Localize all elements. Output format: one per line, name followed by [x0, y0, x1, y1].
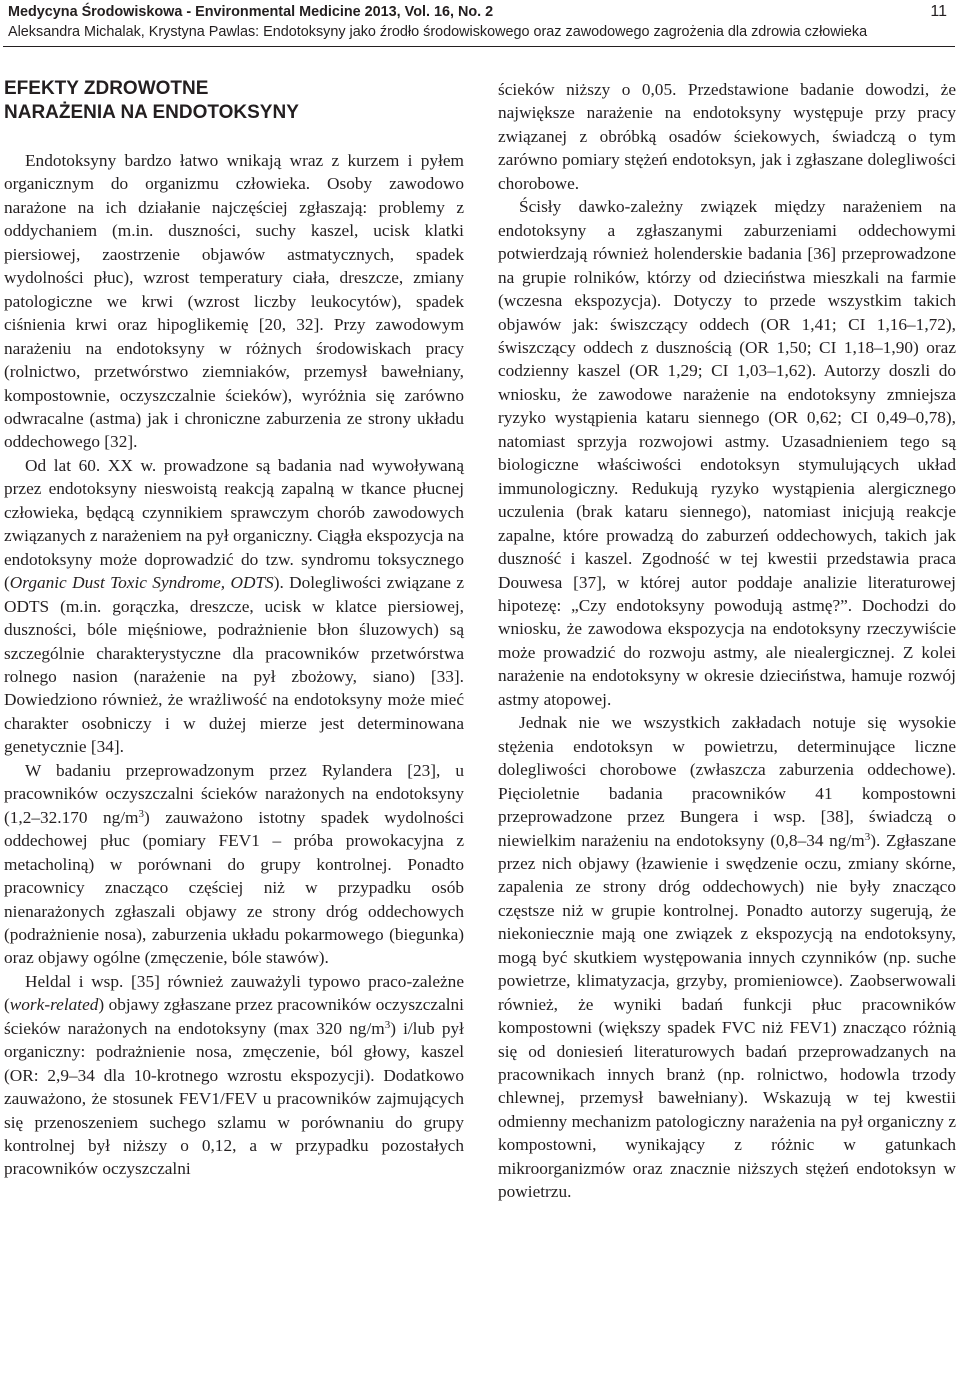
paragraph: ścieków niższy o 0,05. Przedstawione badanie dowodzi, że największe narażenie na endotoksyny występuje przy pracy związanej z obróbką osadów ściekowych, świadczą o tym zarówno pomiary stężeń endotoksyn, jak i zgłaszane dolegliwości chorobowe. — [498, 80, 956, 193]
running-header — [8, 2, 953, 42]
journal-title: Medycyna Środowiskowa - Environmental Medicine 2013, Vol. 16, No. 2 — [8, 4, 494, 20]
paragraph: Od lat 60. XX w. prowadzone są badania nad wywoływaną przez endotoksyny nieswoistą reakcją zapalną w tkance płucnej człowieka, będącą czynnikiem sprawczym chorób zawodowych związanych z narażeniem na pył organiczny. Ciągła ekspozycja na endotoksyny może doprowadzić do tzw. syndromu toksycznego (Organic Dust Toxic Syndrome, ODTS). Dolegliwości związane z ODTS (m.in. gorączka, dreszcze, ucisk w klatce piersiowej, duszności, bóle mięśniowe, podrażnienie błon śluzowych) są szczególnie charakterystyczne dla pracowników przetwórstwa rolnego nasion (narażenie na pył zbożowy, siano) [33]. Dowiedziono również, że wrażliwość na endotoksyny może mieć charakter osobniczy i w dużej mierze jest determinowana genetycznie [34]. — [4, 455, 464, 757]
page-number: 11 — [930, 3, 947, 20]
header-rule — [3, 46, 955, 47]
paragraph: W badaniu przeprowadzonym przez Rylandera [23], u pracowników oczyszczalni ścieków narażonych na endotoksyny (1,2–32.170 $ng/m^3$) zauważono istotny spadek wydolności oddechowej płuc (pomiary FEV1 – próba prowokacyjna z metacholiną) w porównani do grupy kontrolnej. Ponadto pracownicy znacząco częściej niż w przypadku osób nienarażonych zgłaszali objawy ze strony dróg oddechowych (podrażnienie nosa), zaburzenia układu pokarmowego (biegunka) oraz objawy ogólne (zmęczenie, bóle stawów). — [4, 760, 464, 968]
section-heading-line-2: NARAŻENIA NA ENDOTOKSYNY — [4, 102, 299, 123]
paragraph: Heldal i wsp. [35] również zauważyli typowo praco-zależne (work-related) objawy zgłaszane przez pracowników oczyszczalni ścieków narażonych na endotoksyny (max 320 $ng/m^3$) i/lub pył organiczny: podrażnienie nosa, zmęczenie, ból głowy, kaszel (OR: 2,9–34 dla 10-krotnego wzrostu ekspozycji). Dodatkowo zauważono, że stosunek FEV1/FEV u pracowników zajmujących się przenoszeniem suchego szlamu w porównaniu do grupy kontrolnej był niższy o 0,12, a w przypadku pozostałych pracowników oczyszczalni — [4, 971, 464, 1179]
section-heading-line-1: EFEKTY ZDROWOTNE — [4, 78, 209, 99]
authors-article-title: Aleksandra Michalak, Krystyna Pawlas: Endotoksyny jako źrodło środowiskowego oraz zawodowego zagrożenia dla zdrowia człowieka — [8, 24, 868, 40]
paragraph: Ścisły dawko-zależny związek między narażeniem na endotoksyny a zgłaszanymi zaburzeniami oddechowymi potwierdzają również holenderskie badania [36] przeprowadzone na grupie rolników, którzy od dzieciństwa mieszkali na farmie (wczesna ekspozycja). Dotyczy to przede wszystkim takich objawów jak: świszczący oddech (OR 1,41; CI 1,16–1,72), świszczący oddech z dusznością (OR 1,50; CI 1,18–1,90) oraz codzienny kaszel (OR 1,29; CI 1,03–1,62). Autorzy doszli do wniosku, że zawodowe narażenie na endotoksyny zmniejsza ryzyko wystąpienia kataru siennego (OR 0,62; CI 0,49–0,78), natomiast sprzyja rozwojowi astmy. Uzasadnieniem tego są biologiczne właściwości endotoksyn stymulujących układ immunologiczny. Redukują ryzyko wystąpienia alergicznego uczulenia (brak kataru siennego), natomiast inicjują reakcje zapalne, które prowadzą do zaburzeń oddechowych, takich jak duszność i kaszel. Zgodność w tej kwestii przedstawia praca Douwesa [37], w której autor poddaje analizie literaturowej hipotezę: „Czy endotoksyny powodują astmę?”. Dochodzi do wniosku, że zawodowa ekspozycja na endotoksyny rzeczywiście może prowadzić do rozwoju astmy, ale niealergicznej. Z kolei narażenie na endotoksyny w okresie dzieciństwa, hamuje rozwój astmy atopowej. — [498, 197, 956, 709]
paragraph: Jednak nie we wszystkich zakładach notuje się wysokie stężenia endotoksyn w powietrzu, determinujące liczne dolegliwości chorobowe (zwłaszcza zaburzenia oddechowe). Pięcioletnie badania pracowników 41 kompostowni przeprowadzone przez Bungera i wsp. [38], świadczą o niewielkim narażeniu na endotoksyny (0,8–34 $ng/m^3$). Zgłaszane przez nich objawy (łzawienie i swędzenie oczu, zmiany skórne, zapalenia ze strony dróg oddechowych) nie były znacząco częstsze niż w grupie kontrolnej. Ponadto autorzy sugerują, że niekoniecznie mają one związek z ekspozycją na endotoksyny, mogą być skutkiem występowania innych czynników (np. suche powietrze, klimatyzacja, grzyby, promieniowce). Zaobserwowali również, że wyniki badań funkcji płuc pracowników kompostowni (większy spadek FVC niż FEV1) znacząco różnią się od doniesień literaturowych badań przeprowadzanych na pracownikach innych branż (np. rolnictwo, hodowla trzody chlewnej, przemysł bawełniany). Wskazują w tej kwestii odmienny mechanizm patologiczny narażenia na pył organiczny z kompostowni, wynikający z różnic w gatunkach mikroorganizmów oraz znacznie niższych stężeń endotoksyn w powietrzu. — [498, 713, 956, 1202]
right-column — [498, 78, 956, 1204]
section-heading — [4, 77, 464, 125]
paragraph: Endotoksyny bardzo łatwo wnikają wraz z kurzem i pyłem organicznym do organizmu człowieka. Osoby zawodowo narażone na ich działanie najczęściej zgłaszają: problemy z oddychaniem (m.in. duszności, suchy kaszel, ucisk klatki piersiowej, zaostrzenie objawów astmatycznych, spadek wydolności płuc), wzrost temperatury ciała, dreszcze, zmiany patologiczne we krwi (wzrost liczby leukocytów), spadek ciśnienia krwi oraz hipoglikemię [20, 32]. Przy zawodowym narażeniu na endotoksyny w różnych środowiskach pracy (rolnictwo, przetwórstwo ziemniaków, przemysł bawełniany, kompostownie, oczyszczalnie ścieków), wyróżnia się zarówno odwracalne (astma) jak i chroniczne zaburzenia ze strony układu oddechowego [32]. — [4, 151, 464, 452]
left-column — [4, 77, 464, 1181]
